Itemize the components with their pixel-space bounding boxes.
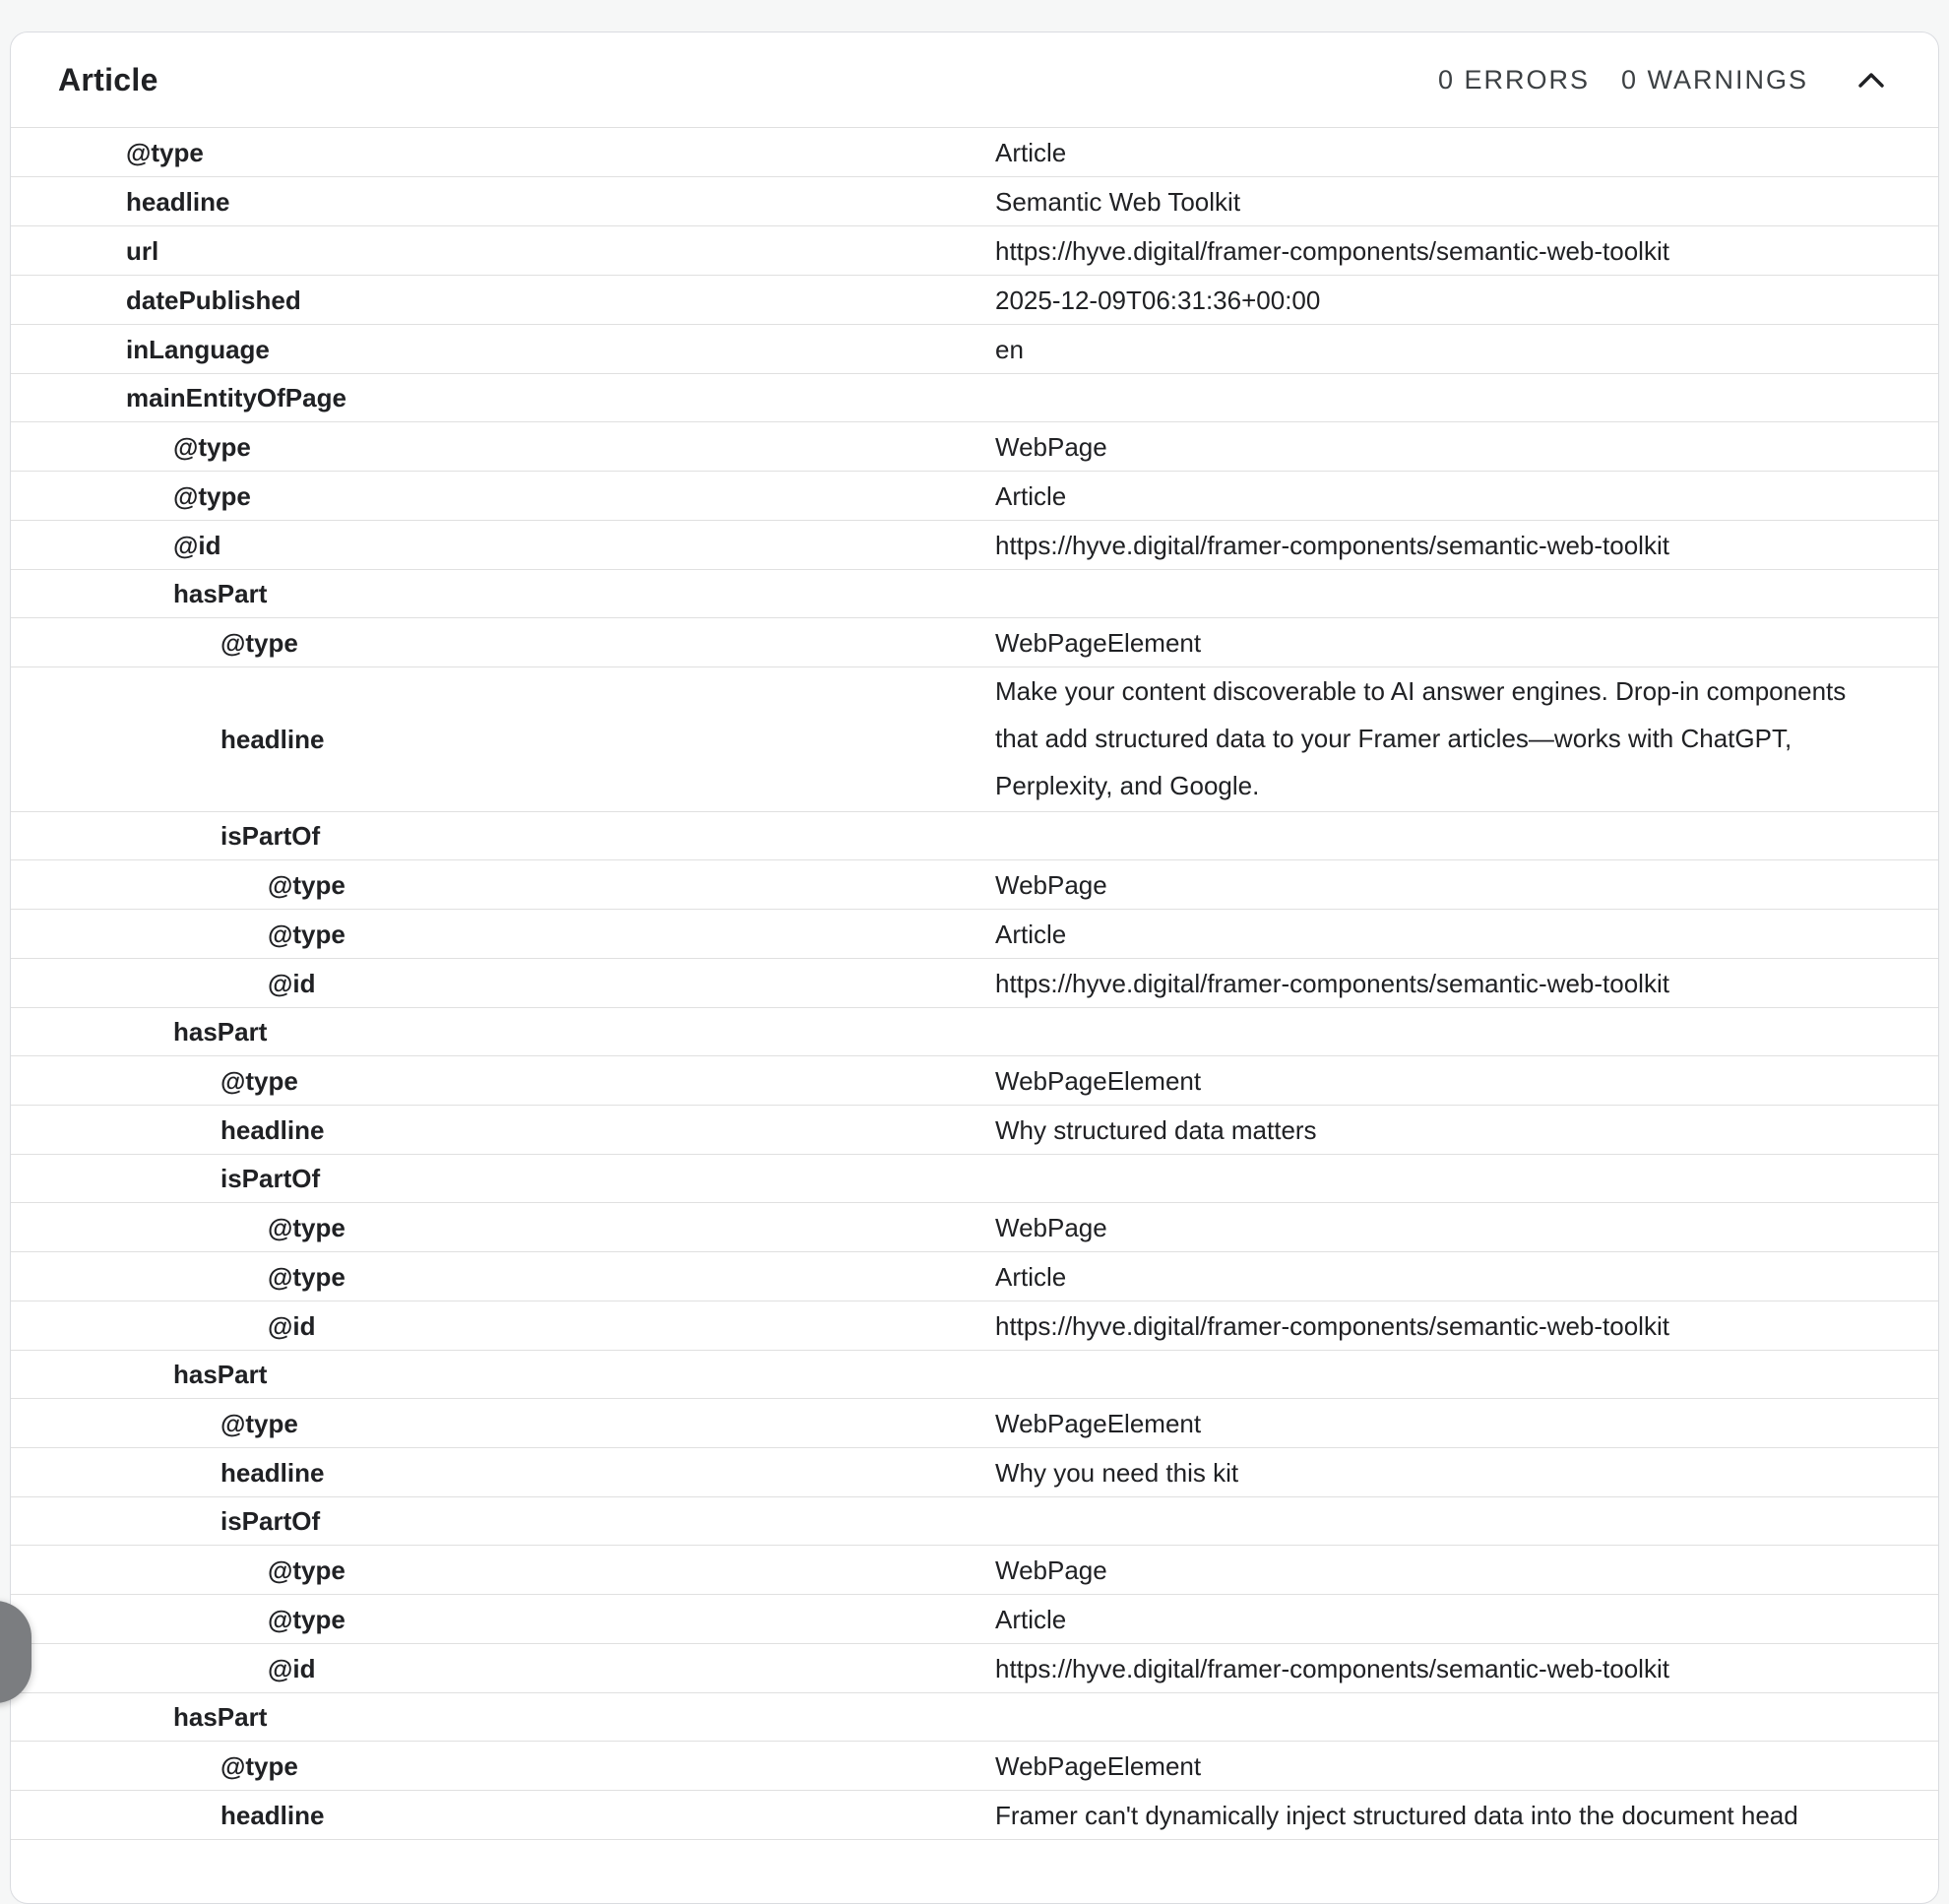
table-row bbox=[11, 325, 1938, 374]
table-row bbox=[11, 1351, 1938, 1399]
property-key: headline bbox=[126, 186, 230, 217]
property-key: url bbox=[126, 235, 159, 266]
property-key: isPartOf bbox=[220, 821, 321, 851]
property-value bbox=[995, 570, 1938, 617]
property-key: @id bbox=[268, 1653, 316, 1683]
property-value: 2025-12-09T06:31:36+00:00 bbox=[995, 286, 1321, 315]
property-key: @type bbox=[126, 137, 204, 167]
property-value: Article bbox=[995, 1605, 1067, 1634]
property-value: WebPage bbox=[995, 1555, 1107, 1585]
property-key: @type bbox=[268, 1555, 346, 1585]
property-key: headline bbox=[220, 1114, 325, 1145]
property-value: https://hyve.digital/framer-components/semantic-web-toolkit bbox=[995, 1654, 1669, 1683]
property-value bbox=[995, 1351, 1938, 1398]
table-row bbox=[11, 521, 1938, 570]
table-row bbox=[11, 276, 1938, 325]
table-row bbox=[11, 959, 1938, 1008]
property-value bbox=[995, 1497, 1938, 1545]
table-row bbox=[11, 1497, 1938, 1546]
property-key: hasPart bbox=[173, 1017, 268, 1047]
property-key: @type bbox=[220, 1750, 298, 1781]
property-key: inLanguage bbox=[126, 334, 270, 364]
property-key: @type bbox=[268, 1212, 346, 1242]
property-value: https://hyve.digital/framer-components/semantic-web-toolkit bbox=[995, 531, 1669, 560]
property-value: WebPageElement bbox=[995, 1066, 1202, 1096]
table-row bbox=[11, 1791, 1938, 1840]
table-row bbox=[11, 1448, 1938, 1497]
table-row bbox=[11, 570, 1938, 618]
property-value: WebPageElement bbox=[995, 1409, 1202, 1438]
property-value: Article bbox=[995, 138, 1067, 167]
property-key: @type bbox=[268, 869, 346, 900]
property-value: Why you need this kit bbox=[995, 1458, 1239, 1488]
property-key: hasPart bbox=[173, 1702, 268, 1732]
property-value: WebPageElement bbox=[995, 628, 1202, 658]
table-row bbox=[11, 1252, 1938, 1301]
property-key: hasPart bbox=[173, 1360, 268, 1389]
table-row bbox=[11, 422, 1938, 472]
table-row bbox=[11, 1155, 1938, 1203]
table-row bbox=[11, 226, 1938, 276]
property-key: @type bbox=[220, 1065, 298, 1096]
property-value: Article bbox=[995, 481, 1067, 511]
property-key: hasPart bbox=[173, 579, 268, 608]
property-key: @type bbox=[268, 919, 346, 949]
table-row bbox=[11, 374, 1938, 422]
table-row bbox=[11, 1056, 1938, 1106]
property-value bbox=[995, 1693, 1938, 1741]
property-key: @id bbox=[268, 968, 316, 998]
table-row bbox=[11, 1301, 1938, 1351]
table-row bbox=[11, 472, 1938, 521]
table-row bbox=[11, 1644, 1938, 1693]
table-row bbox=[11, 1693, 1938, 1742]
property-key: @id bbox=[268, 1310, 316, 1341]
table-row bbox=[11, 128, 1938, 177]
property-value: en bbox=[995, 335, 1024, 364]
property-key: isPartOf bbox=[220, 1506, 321, 1536]
structured-data-card bbox=[10, 32, 1939, 1904]
property-value: Make your content discoverable to AI answer engines. Drop-in components that add structured data to your Framer articles—works with ChatGPT, Perplexity, and Google. bbox=[995, 676, 1847, 800]
property-key: headline bbox=[220, 1457, 325, 1488]
table-row bbox=[11, 812, 1938, 860]
property-key: @type bbox=[268, 1261, 346, 1292]
property-value bbox=[995, 374, 1938, 421]
table-row bbox=[11, 1399, 1938, 1448]
table-row bbox=[11, 177, 1938, 226]
property-key: mainEntityOfPage bbox=[126, 383, 346, 413]
property-key: @id bbox=[173, 530, 221, 560]
card-title: Article bbox=[58, 61, 158, 97]
property-value: Article bbox=[995, 920, 1067, 949]
warning-count: 0 WARNINGS bbox=[1620, 64, 1808, 95]
table-row bbox=[11, 667, 1938, 812]
property-key: datePublished bbox=[126, 285, 301, 315]
property-value: Framer can't dynamically inject structured data into the document head bbox=[995, 1801, 1798, 1830]
property-value: WebPageElement bbox=[995, 1751, 1202, 1781]
property-value: WebPage bbox=[995, 1213, 1107, 1242]
property-value: WebPage bbox=[995, 432, 1107, 462]
property-key: @type bbox=[173, 431, 251, 462]
property-value: Article bbox=[995, 1262, 1067, 1292]
property-key: @type bbox=[220, 627, 298, 658]
property-key: @type bbox=[268, 1604, 346, 1634]
table-row bbox=[11, 1203, 1938, 1252]
table-row bbox=[11, 1595, 1938, 1644]
chevron-up-icon bbox=[1857, 71, 1885, 89]
property-value: Semantic Web Toolkit bbox=[995, 187, 1241, 217]
property-key: @type bbox=[220, 1408, 298, 1438]
property-value: Why structured data matters bbox=[995, 1115, 1317, 1145]
property-value bbox=[995, 1008, 1938, 1055]
property-value: WebPage bbox=[995, 870, 1107, 900]
property-key: headline bbox=[220, 725, 325, 754]
property-table bbox=[11, 128, 1938, 1840]
property-value: https://hyve.digital/framer-components/semantic-web-toolkit bbox=[995, 236, 1669, 266]
table-row bbox=[11, 910, 1938, 959]
table-row bbox=[11, 1106, 1938, 1155]
table-row bbox=[11, 1008, 1938, 1056]
property-value: https://hyve.digital/framer-components/semantic-web-toolkit bbox=[995, 969, 1669, 998]
property-value: https://hyve.digital/framer-components/semantic-web-toolkit bbox=[995, 1311, 1669, 1341]
error-count: 0 ERRORS bbox=[1437, 64, 1590, 95]
property-value bbox=[995, 1155, 1938, 1202]
property-key: headline bbox=[220, 1800, 325, 1830]
property-key: isPartOf bbox=[220, 1164, 321, 1193]
table-row bbox=[11, 1742, 1938, 1791]
issue-counts bbox=[1438, 65, 1808, 95]
collapse-button[interactable] bbox=[1852, 60, 1891, 99]
property-value bbox=[995, 812, 1938, 859]
table-row bbox=[11, 1546, 1938, 1595]
table-row bbox=[11, 860, 1938, 910]
table-row bbox=[11, 618, 1938, 667]
property-key: @type bbox=[173, 480, 251, 511]
card-header[interactable] bbox=[11, 32, 1938, 128]
